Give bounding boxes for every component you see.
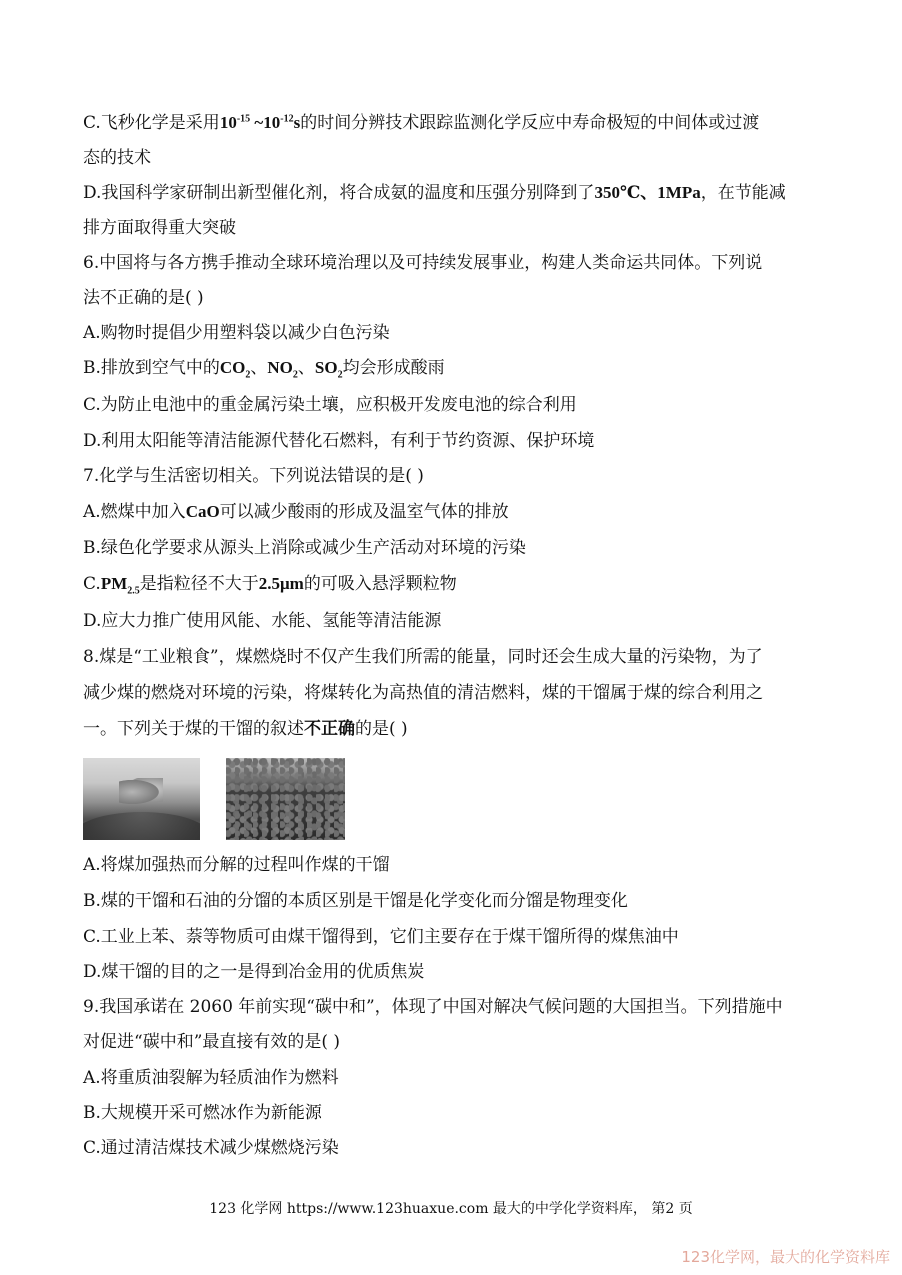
text: 的时间分辨技术跟踪监测化学反应中寿命极短的中间体或过渡 [300,113,760,133]
watermark: 123化学网，最大的化学资料库 [681,1248,890,1266]
option-b-q8: B.煤的干馏和石油的分馏的本质区别是干馏是化学变化而分馏是物理变化 [83,891,628,911]
option-d-q8: D.煤干馏的目的之一是得到冶金用的优质焦炭 [83,962,425,982]
formula-cao: CaO [185,502,220,521]
text-line: 对促进“碳中和”最直接有效的是( ) [83,1032,341,1052]
option-a-q9: A.将重质油裂解为轻质油作为燃料 [83,1068,339,1088]
option-a-q7: A.燃煤中加入CaO可以减少酸雨的形成及温室气体的排放 [83,502,509,522]
formula-so2: $SO_2$ [314,358,343,381]
text-line: 态的技术 [83,148,151,168]
option-a-q8: A.将煤加强热而分解的过程叫作煤的干馏 [83,855,390,875]
question-6: 6.中国将与各方携手推动全球环境治理以及可持续发展事业，构建人类命运共同体。下列说 [83,253,763,273]
coal-sprout-image [83,758,200,840]
text-line: 法不正确的是( ) [83,288,204,308]
text: C.飞秒化学是采用 [83,113,220,133]
option-b-q9: B.大规模开采可燃冰作为新能源 [83,1103,322,1123]
question-7: 7.化学与生活密切相关。下列说法错误的是( ) [83,466,424,486]
option-c-q5 [83,110,759,136]
text-line: 一。下列关于煤的干馏的叙述不正确的是( ) [83,719,408,739]
page-footer: 123 化学网 https://www.123huaxue.com 最大的中学化学资料库， 第2 页 [209,1201,693,1217]
formula-co2: $CO_2$ [219,358,251,381]
question-8: 8.煤是“工业粮食”，煤燃烧时不仅产生我们所需的能量，同时还会生成大量的污染物，为了 [83,647,763,667]
option-b-q7: B.绿色化学要求从源头上消除或减少生产活动对环境的污染 [83,538,526,558]
text-line: 排方面取得重大突破 [83,218,236,238]
option-c-q7: $C.PM_{2.5}$是指粒径不大于2.5μm的可吸入悬浮颗粒物 [83,574,457,597]
option-b-q6: B.排放到空气中的$CO_2$、$NO_2$、$SO_2$均会形成酸雨 [83,358,445,381]
formula-conditions: 350℃、1MPa [594,183,701,202]
option-c-q6: C.为防止电池中的重金属污染土壤，应积极开发废电池的综合利用 [83,395,577,415]
question-9: 9.我国承诺在 2060 年前实现“碳中和”，体现了中国对解决气候问题的大国担当。下列措施中 [83,997,783,1017]
option-d-q6: D.利用太阳能等清洁能源代替化石燃料，有利于节约资源、保护环境 [83,431,595,451]
text-line: 减少煤的燃烧对环境的污染，将煤转化为高热值的清洁燃料，煤的干馏属于煤的综合利用之 [83,683,763,703]
formula-pm25: $PM_{2.5}$ [100,574,140,597]
option-d-q5: D.我国科学家研制出新型催化剂，将合成氨的温度和压强分别降到了350℃、1MPa，在节能减 [83,183,786,203]
formula-size: 2.5μm [258,574,304,593]
option-c-q8: C.工业上苯、萘等物质可由煤干馏得到，它们主要存在于煤干馏所得的煤焦油中 [83,927,679,947]
emphasis-text: 不正确 [304,719,355,739]
coal-pile-image [226,758,345,840]
formula-no2: $NO_2$ [267,358,298,381]
option-a-q6: A.购物时提倡少用塑料袋以减少白色污染 [83,323,390,343]
option-d-q7: D.应大力推广使用风能、水能、氢能等清洁能源 [83,611,442,631]
formula-time-range: $10^{-15}$ $\sim 10^{-12}s$ [219,113,301,132]
option-c-q9: C.通过清洁煤技术减少煤燃烧污染 [83,1138,339,1158]
